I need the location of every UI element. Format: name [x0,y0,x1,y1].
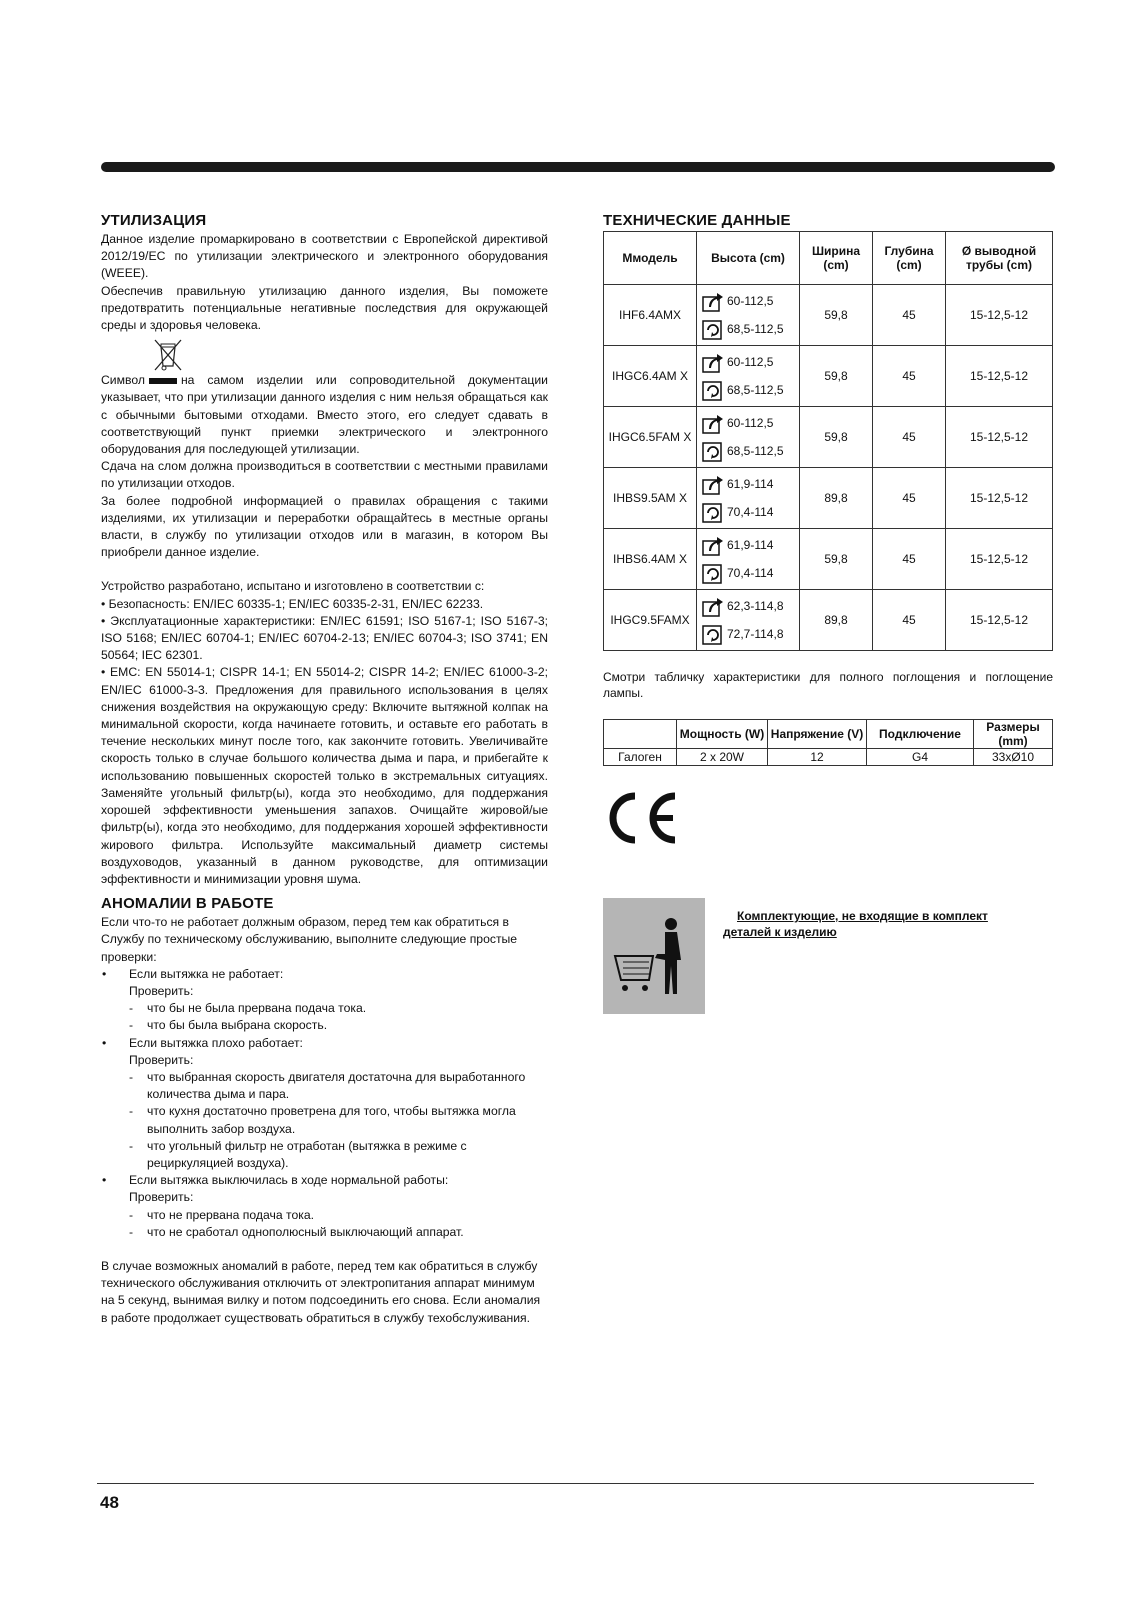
anomaly-check: Проверить: [129,983,194,998]
anomaly-item [101,1172,548,1241]
pipe-cell: 15-12,5-12 [946,285,1053,346]
height-recirc: 68,5-112,5 [727,322,784,336]
height-cell [697,468,800,529]
depth-cell: 45 [873,590,946,651]
disposal-p2: Обеспечив правильную утилизацию данного изделия, Вы поможете предотвратить потенциальные негативные последствия для окружающей среды и здоровья человека. [101,283,548,333]
width-cell: 59,8 [800,407,873,468]
symbol-before: Символ [101,373,145,388]
width-cell: 89,8 [800,590,873,651]
tech-header: Ширина (cm) [800,232,873,285]
lamp-cell: 2 x 20W [677,749,768,766]
anomaly-sub: - что угольный фильтр не отработан (вытяжка в режиме с рециркуляцией воздуха). [129,1138,548,1172]
tech-row [604,590,1053,651]
anomalies-list [101,966,548,1241]
anomaly-subs [129,1069,548,1172]
accessories-line2: деталей к изделию [723,925,837,939]
height-recirc: 68,5-112,5 [727,383,784,397]
accessories-block [603,898,1053,1014]
tech-header: Ммодель [604,232,697,285]
height-ducted: 60-112,5 [727,294,774,308]
disposal-p9: • EMC: EN 55014-1; CISPR 14-1; EN 55014-2; CISPR 14-2; EN/IEC 61000-3-2; EN/IEC 61000-3-3. Предложения для правильного использования в целях снижения воздействия на окружающую среду: Включите вытяжной колпак на минимальной скорости, когда начинаете готовить, и оставьте его работать в течение нескольких минут после того, как закончите готовить. Увеличивайте скорость только в случае большого количества дыма и пара, и прибегайте к использованию повышенных скоростей только в экстремальных ситуациях. Заменяйте угольный фильтр(ы), когда это необходимо, для поддержания хорошей эффективности уменьшения запахов. Очищайте жировой/ые фильтр(ы), когда это необходимо, для поддержания хорошей эффективности жирового фильтра. Используйте максимальный диаметр системы воздуховодов, указанный в данном руководстве, для оптимизации эффективности и минимизации уровня шума. [101,665,548,886]
pipe-cell: 15-12,5-12 [946,468,1053,529]
anomaly-item [101,966,548,1035]
symbol-after: на самом изделии или сопроводительной документации указывает, что при утилизации данного изделия с ним нельзя обращаться как с обычными бытовыми отходами. Вместо этого, его следует сдавать в соответствующий пункт приемки электрического и электронного оборудования для последующей утилизации. [101,373,548,457]
width-cell: 59,8 [800,285,873,346]
tech-row [604,468,1053,529]
anomaly-subs [129,1000,548,1034]
anomaly-sub: - что не сработал однополюсный выключающий аппарат. [129,1224,548,1241]
anomaly-subs [129,1207,548,1241]
tech-row [604,407,1053,468]
disposal-p8: • Эксплуатационные характеристики: EN/IEC 61591; ISO 5167-1; ISO 5167-3; ISO 5168; EN/IEC 60704-1; EN/IEC 60704-2-13; EN/IEC 60704-3; ISO 3741; EN 50564; IEC 62301. [101,613,548,663]
tech-title: ТЕХНИЧЕСКИЕ ДАННЫЕ [603,212,791,229]
left-column [101,211,548,1327]
anomalies-final: В случае возможных аномалий в работе, перед тем как обратиться в службу технического обслуживания отключить от электропитания аппарат минимум на 5 секунд, вынимая вилку и потом подсоединить его снова. Если аномалия в работе продолжает существовать обратиться в службу техобслуживания. [101,1258,541,1325]
disposal-p6: Устройство разработано, испытано и изготовлено в соответствии с: [101,579,485,594]
ce-mark-icon [603,788,683,848]
shopping-cart-person-icon [603,898,705,1014]
height-cell [697,529,800,590]
model-cell: IHBS9.5AM X [604,468,697,529]
model-cell: IHGC9.5FAMX [604,590,697,651]
disposal-p7: • Безопасность: EN/IEC 60335-1; EN/IEC 60335-2-31, EN/IEC 62233. [101,596,484,611]
lamp-header-row [604,720,1053,749]
lamp-header: Подключение [867,720,974,749]
lamp-header [604,720,677,749]
disposal-title: УТИЛИЗАЦИЯ [101,212,207,229]
height-recirc: 68,5-112,5 [727,444,784,458]
lamp-header: Мощность (W) [677,720,768,749]
disposal-p4: Сдача на слом должна производиться в соответствии с местными правилами по утилизации отходов. [101,459,548,491]
recirculation-icon [701,622,725,646]
model-cell: IHF6.4AMX [604,285,697,346]
height-recirc: 70,4-114 [727,505,774,519]
tech-row [604,285,1053,346]
lamp-cell: 12 [768,749,867,766]
duct-up-icon [701,411,725,435]
height-ducted: 60-112,5 [727,355,774,369]
lamp-cell: G4 [867,749,974,766]
disposal-p1: Данное изделие промаркировано в соответствии с Европейской директивой 2012/19/EC по утилизации электрического и электронного оборудования (WEEE). [101,232,548,281]
right-column [603,211,1053,1014]
anomaly-sub: - что не прервана подача тока. [129,1207,548,1224]
pipe-cell: 15-12,5-12 [946,529,1053,590]
height-cell [697,346,800,407]
recirculation-icon [701,500,725,524]
height-ducted: 61,9-114 [727,477,774,491]
anomaly-check: Проверить: [129,1190,194,1205]
weee-symbol [101,338,548,372]
anomalies-intro: Если что-то не работает должным образом, перед тем как обратиться в Службу по техническому обслуживанию, выполните следующие простые проверки: [101,915,518,964]
height-ducted: 61,9-114 [727,538,774,552]
disposal-p5: За более подробной информацией о правилах обращения с такими изделиями, их утилизации и переработки обращайтесь в местные органы власти, в службу по утилизации отходов или в магазин, в котором Вы приобрели данное изделие. [101,493,548,560]
width-cell: 59,8 [800,529,873,590]
tech-header-row [604,232,1053,285]
height-cell [697,285,800,346]
page-number: 48 [100,1493,119,1512]
black-bar-symbol [149,378,177,384]
depth-cell: 45 [873,407,946,468]
pipe-cell: 15-12,5-12 [946,590,1053,651]
anomaly-sub: - что бы не была прервана подача тока. [129,1000,548,1017]
duct-up-icon [701,533,725,557]
pipe-cell: 15-12,5-12 [946,407,1053,468]
disposal-symbol-text [101,372,548,458]
anomaly-sub: - что кухня достаточно проветрена для того, чтобы вытяжка могла выполнить забор воздуха. [129,1103,548,1137]
ce-mark [603,788,1053,848]
anomaly-head: • Если вытяжка выключилась в ходе нормальной работы: [129,1173,449,1188]
height-cell [697,407,800,468]
anomalies-title: АНОМАЛИИ В РАБОТЕ [101,895,274,913]
width-cell: 89,8 [800,468,873,529]
duct-up-icon [701,350,725,374]
height-cell [697,590,800,651]
lamp-cell: Галоген [604,749,677,766]
height-ducted: 60-112,5 [727,416,774,430]
anomaly-sub: - что выбранная скорость двигателя достаточна для выработанного количества дыма и пара. [129,1069,548,1103]
crossed-bin-icon [153,338,183,372]
recirculation-icon [701,561,725,585]
depth-cell: 45 [873,468,946,529]
pipe-cell: 15-12,5-12 [946,346,1053,407]
depth-cell: 45 [873,529,946,590]
tech-table [603,231,1053,651]
duct-up-icon [701,594,725,618]
tech-header: Ø выводной трубы (cm) [946,232,1053,285]
model-cell: IHBS6.4AM X [604,529,697,590]
tech-row [604,529,1053,590]
model-cell: IHGC6.5FAM X [604,407,697,468]
accessories-line1: Комплектующие, не входящие в комплект [737,909,988,923]
accessories-text [723,908,988,1014]
height-recirc: 72,7-114,8 [727,627,784,641]
footer-line [97,1483,1034,1484]
width-cell: 59,8 [800,346,873,407]
recirculation-icon [701,378,725,402]
tech-header: Глубина (cm) [873,232,946,285]
anomaly-head: • Если вытяжка не работает: [129,966,284,981]
lamp-table [603,719,1053,766]
header-bar [101,162,1055,172]
anomaly-head: • Если вытяжка плохо работает: [129,1035,303,1050]
lamp-cell: 33xØ10 [974,749,1053,766]
height-ducted: 62,3-114,8 [727,599,784,613]
tech-header: Высота (cm) [697,232,800,285]
lamp-row [604,749,1053,766]
recirculation-icon [701,317,725,341]
anomaly-item [101,1035,548,1173]
depth-cell: 45 [873,346,946,407]
duct-up-icon [701,472,725,496]
recirculation-icon [701,439,725,463]
height-recirc: 70,4-114 [727,566,774,580]
lamp-header: Напряжение (V) [768,720,867,749]
anomaly-sub: - что бы была выбрана скорость. [129,1017,548,1034]
tech-row [604,346,1053,407]
lamp-header: Размеры (mm) [974,720,1053,749]
anomaly-check: Проверить: [129,1052,194,1067]
model-cell: IHGC6.4AM X [604,346,697,407]
depth-cell: 45 [873,285,946,346]
tech-note: Смотри табличку характеристики для полного поглощения и поглощение лампы. [603,670,1053,700]
duct-up-icon [701,289,725,313]
